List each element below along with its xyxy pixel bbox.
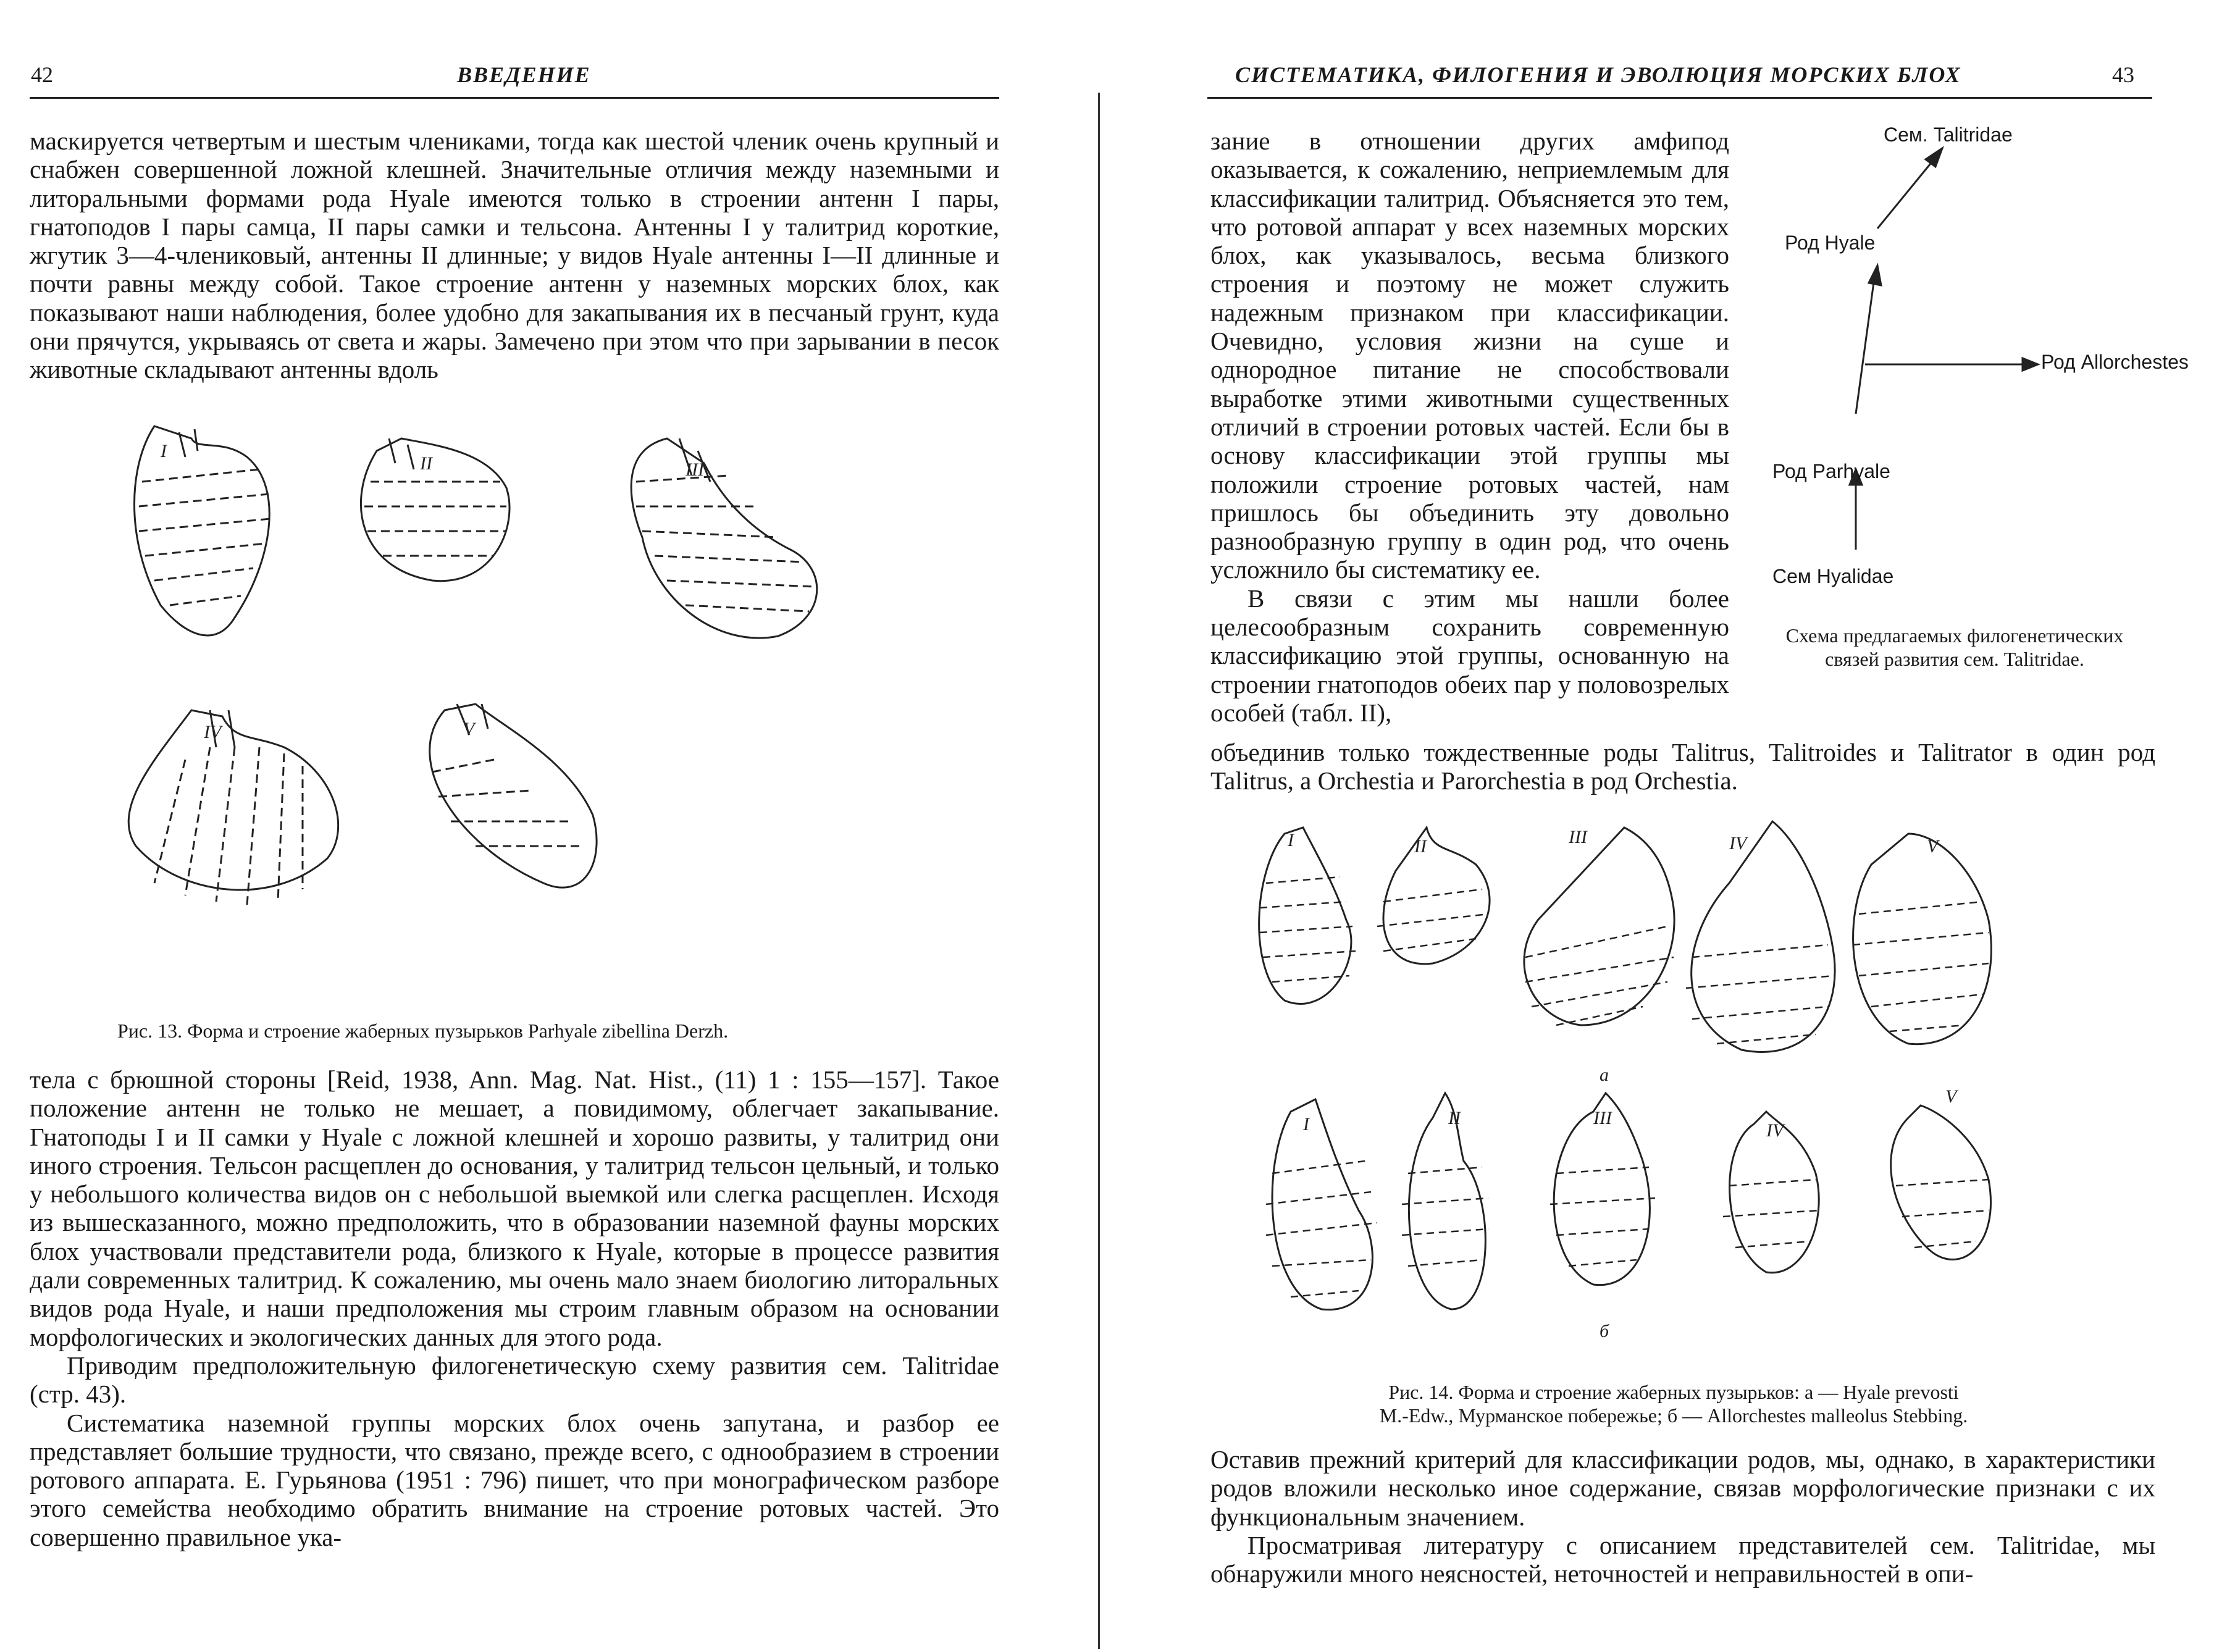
scheme-hyale: Род Hyale <box>1785 232 1876 254</box>
left-page <box>0 0 1105 1652</box>
page-number-left: 42 <box>31 62 53 87</box>
fig14b-label-5: V <box>1945 1086 1957 1107</box>
figure-14-caption-line1: Рис. 14. Форма и строение жаберных пузырьков: а — Hyale prevosti <box>1388 1381 1959 1403</box>
fig14-letter-a: а <box>1600 1065 1609 1085</box>
left-text-top <box>30 127 999 384</box>
paragraph: Просматривая литературу с описанием представителей сем. Talitridae, мы обнаружили много неясностей, неточностей и неправильностей в опи- <box>1210 1530 2155 1588</box>
fig14b-label-1: I <box>1303 1114 1309 1134</box>
figure-13 <box>111 414 865 1031</box>
figure-14-drawing <box>1247 815 2069 1340</box>
figure-13-drawing <box>111 414 865 1031</box>
fig14a-label-5: V <box>1927 836 1939 857</box>
fig13-label-1: I <box>161 441 167 461</box>
paragraph: Приводим предположительную филогенетическую схему развития сем. Talitridae (стр. 43). <box>30 1351 999 1409</box>
scheme-caption: Схема предлагаемых филогенетических связей развития сем. Talitridae. <box>1785 624 2124 670</box>
phylogeny-scheme <box>1760 124 2189 593</box>
page-gutter <box>1098 93 1100 1649</box>
fig14a-label-1: I <box>1288 830 1294 850</box>
paragraph: тела с брюшной стороны [Reid, 1938, Ann. Mag. Nat. Hist., (11) 1 : 155—157]. Такое положение антенн не только не мешает, а повидимому, облегчает закапывание. Гнатоподы I и II самки у Hyale с ложной клешней и хорошо развиты, у талитрид они иного строения. Тельсон расщеплен до основания, у талитрид тельсон цельный, и только у небольшого количества видов он с небольшой выемкой или слегка расщеплен. Исходя из вышесказанного, можно предположить, что в образовании наземной фауны морских блох участвовали представители рода, близкого к Hyale, которые в процессе развития дали современных талитрид. К сожалению, мы очень мало знаем биологию литоральных видов рода Hyale, и наши предположения мы строим главным образом на основании морфологических и экологических данных для этого рода. <box>30 1065 999 1351</box>
fig13-label-5: V <box>463 719 475 739</box>
fig14b-label-4: IV <box>1766 1120 1784 1141</box>
scheme-parhyale: Род Parhyale <box>1772 460 1890 482</box>
running-title-right: СИСТЕМАТИКА, ФИЛОГЕНИЯ И ЭВОЛЮЦИЯ МОРСКИХ БЛОХ <box>1235 62 1961 87</box>
fig14a-label-2: II <box>1414 836 1427 857</box>
scheme-talitridae: Сем. Talitridae <box>1884 124 2013 146</box>
figure-14 <box>1247 815 2069 1340</box>
figure-14-caption-line2: M.-Edw., Мурманское побережье; б — Allorchestes malleolus Stebbing. <box>1379 1404 1968 1427</box>
right-text-column <box>1210 127 1729 727</box>
paragraph: Оставив прежний критерий для классификации родов, мы, однако, в характеристики родов вложили несколько иное содержание, связав морфологические признаки с их функциональным значением. <box>1210 1445 2155 1531</box>
fig14-letter-b: б <box>1600 1321 1609 1340</box>
fig14b-label-3: III <box>1593 1108 1612 1128</box>
page-number-right: 43 <box>2112 62 2134 87</box>
fig13-label-2: II <box>420 453 432 474</box>
paragraph: зание в отношении других амфипод оказывается, к сожалению, неприемлемым для классификации талитрид. Объясняется это тем, что ротовой аппарат у всех наземных морских блох, как указывалось, весьма близкого строения и поэтому не может служить надежным признаком при классификации. Очевидно, условия жизни на суше и однородное питание не способствовали выработке этими животными существенных отличий в строении ротовых частей. Если бы в основу классификации этой группы мы положили строение ротовых частей, нам пришлось бы объединить эту довольно разнообразную группу в один род, что очень усложнило бы систематику ее. <box>1210 127 1729 584</box>
paragraph: маскируется четвертым и шестым члениками, тогда как шестой членик очень крупный и снабжен совершенной ложной клешней. Значительные отличия между наземными и литоральными формами рода Hyale имеются только в строении антенн I пары, гнатоподов I пары самца, II пары самки и тельсона. Антенны I у талитрид короткие, жгутик 3—4-члениковый, антенны II длинные; у видов Hyale антенны I—II длинные и почти равны между собой. Такое строение антенн у наземных морских блох, как показывают наши наблюдения, более удобно для закапывания их в песчаный грунт, куда они прячутся, укрываясь от света и жары. Замечено при этом что при зарывании в песок животные складывают антенны вдоль <box>30 127 999 384</box>
figure-13-caption: Рис. 13. Форма и строение жаберных пузырьков Parhyale zibellina Derzh. <box>117 1020 729 1042</box>
fig14a-label-4: IV <box>1729 833 1747 853</box>
scheme-allorchestes: Род Allorchestes <box>2041 351 2189 373</box>
paragraph: Систематика наземной группы морских блох очень запутана, и разбор ее представляет большие трудности, что связано, прежде всего, с однообразием в строении ротового аппарата. Е. Гурьянова (1951 : 796) пишет, что при монографическом разборе этого семейства необходимо обратить внимание на строение ротовых частей. Это совершенно правильное ука- <box>30 1408 999 1551</box>
header-rule-right <box>1207 97 2152 99</box>
scheme-hyalidae: Сем Hyalidae <box>1772 565 1894 587</box>
paragraph: В связи с этим мы нашли более целесообразным сохранить современную классификацию этой группы, основанную на строении гнатоподов обеих пар у половозрелых особей (табл. II), <box>1210 584 1729 727</box>
fig13-label-3: III <box>686 459 704 480</box>
right-text-full-line: объединив только тождественные роды Talitrus, Talitroides и Talitrator в один род Talitrus, а Orchestia и Parorchestia в род Orchestia. <box>1210 738 2155 795</box>
left-text-bottom <box>30 1065 999 1551</box>
right-page <box>1105 0 2214 1652</box>
fig13-label-4: IV <box>204 722 222 742</box>
header-rule-left <box>30 97 999 99</box>
fig14a-label-3: III <box>1569 827 1587 847</box>
fig14b-label-2: II <box>1448 1108 1461 1128</box>
figure-14-caption <box>1229 1380 2118 1427</box>
right-text-bottom <box>1210 1445 2155 1588</box>
running-title-left: ВВЕДЕНИЕ <box>457 62 591 87</box>
